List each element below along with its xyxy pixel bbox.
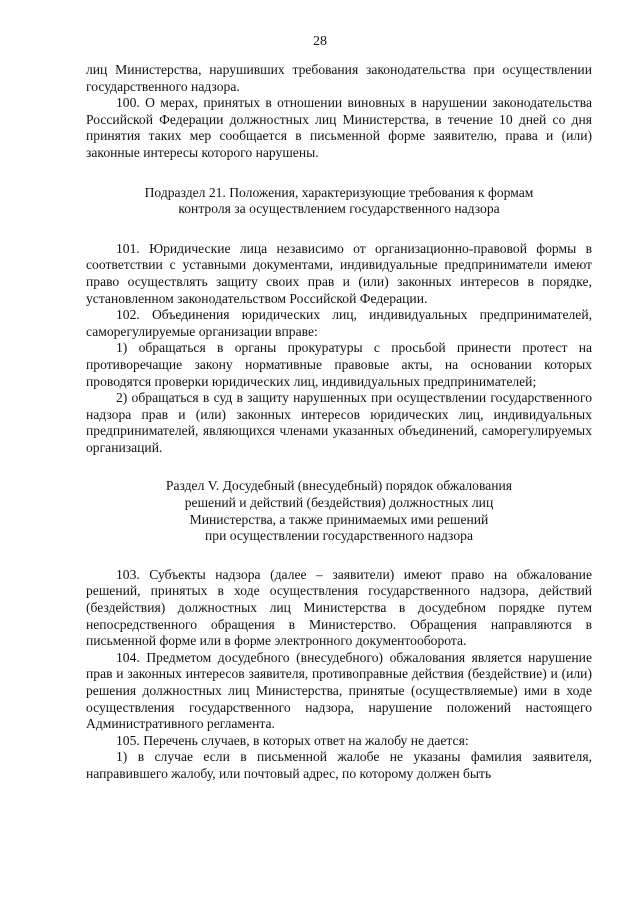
section-heading-line: при осуществлении государственного надзора: [205, 528, 473, 544]
paragraph-104: 104. Предметом досудебного (внесудебного) обжалования является нарушение прав и законных интересов заявителя, противоправные действия (бездействие) и (или) решения должностных лиц Министерства, принятые (осуществляемые) ими в ходе осуществления государственного надзора, нарушение положений настоящего Административного регламента.: [86, 649, 592, 732]
paragraph-101: 101. Юридические лица независимо от организационно-правовой формы в соответствии с уставными документами, индивидуальные предприниматели имеют право осуществлять защиту своих прав и (или) законных интересов в порядке, установленном законодательством Российской Федерации.: [86, 240, 592, 306]
paragraph-102-item-2: 2) обращаться в суд в защиту нарушенных при осуществлении государственного надзора прав и (или) законных интересов юридических лиц, индивидуальных предпринимателей, являющихся членами указанных объединений, саморегулируемых организаций.: [86, 390, 592, 455]
document-body: [86, 62, 592, 783]
page-number: 28: [313, 34, 327, 49]
section-v-heading: [86, 478, 592, 544]
section-heading-line: решений и действий (бездействия) должностных лиц: [184, 495, 494, 511]
subsection-21-heading: [86, 185, 592, 218]
subsection-heading-line: Подраздел 21. Положения, характеризующие требования к формам: [144, 184, 534, 200]
paragraph-100: 100. О мерах, принятых в отношении виновных в нарушении законодательства Российской Федерации должностных лиц Министерства, в течение 10 дней со дня принятия таких мер сообщается в письменной форме заявителю, права и (или) законные интересы которого нарушены.: [86, 95, 592, 160]
paragraph-105: 105. Перечень случаев, в которых ответ на жалобу не дается:: [116, 732, 469, 748]
paragraph-99-continuation: лиц Министерства, нарушивших требования законодательства при осуществлении государственного надзора.: [86, 62, 592, 94]
paragraph-105-item-1: 1) в случае если в письменной жалобе не указаны фамилия заявителя, направившего жалобу, или почтовый адрес, по которому должен быть: [86, 749, 592, 781]
section-heading-line: Министерства, а также принимаемых ими решений: [189, 511, 489, 527]
subsection-heading-line: контроля за осуществлением государственного надзора: [178, 201, 500, 217]
section-heading-line: Раздел V. Досудебный (внесудебный) порядок обжалования: [165, 478, 513, 494]
paragraph-103: 103. Субъекты надзора (далее – заявители) имеют право на обжалование решений, принятых в ходе осуществления государственного надзора, действий (бездействия) должностных лиц Министерства в досудебном порядке путем непосредственного обращения в Министерство. Обращения направляются в письменной форме или в форме электронного документооборота.: [86, 566, 592, 649]
paragraph-102: 102. Объединения юридических лиц, индивидуальных предпринимателей, саморегулируемые организации вправе:: [86, 307, 592, 339]
paragraph-102-item-1: 1) обращаться в органы прокуратуры с просьбой принести протест на противоречащие закону нормативные правовые акты, на основании которых проводятся проверки юридических лиц, индивидуальных предпринимателей;: [86, 340, 592, 389]
